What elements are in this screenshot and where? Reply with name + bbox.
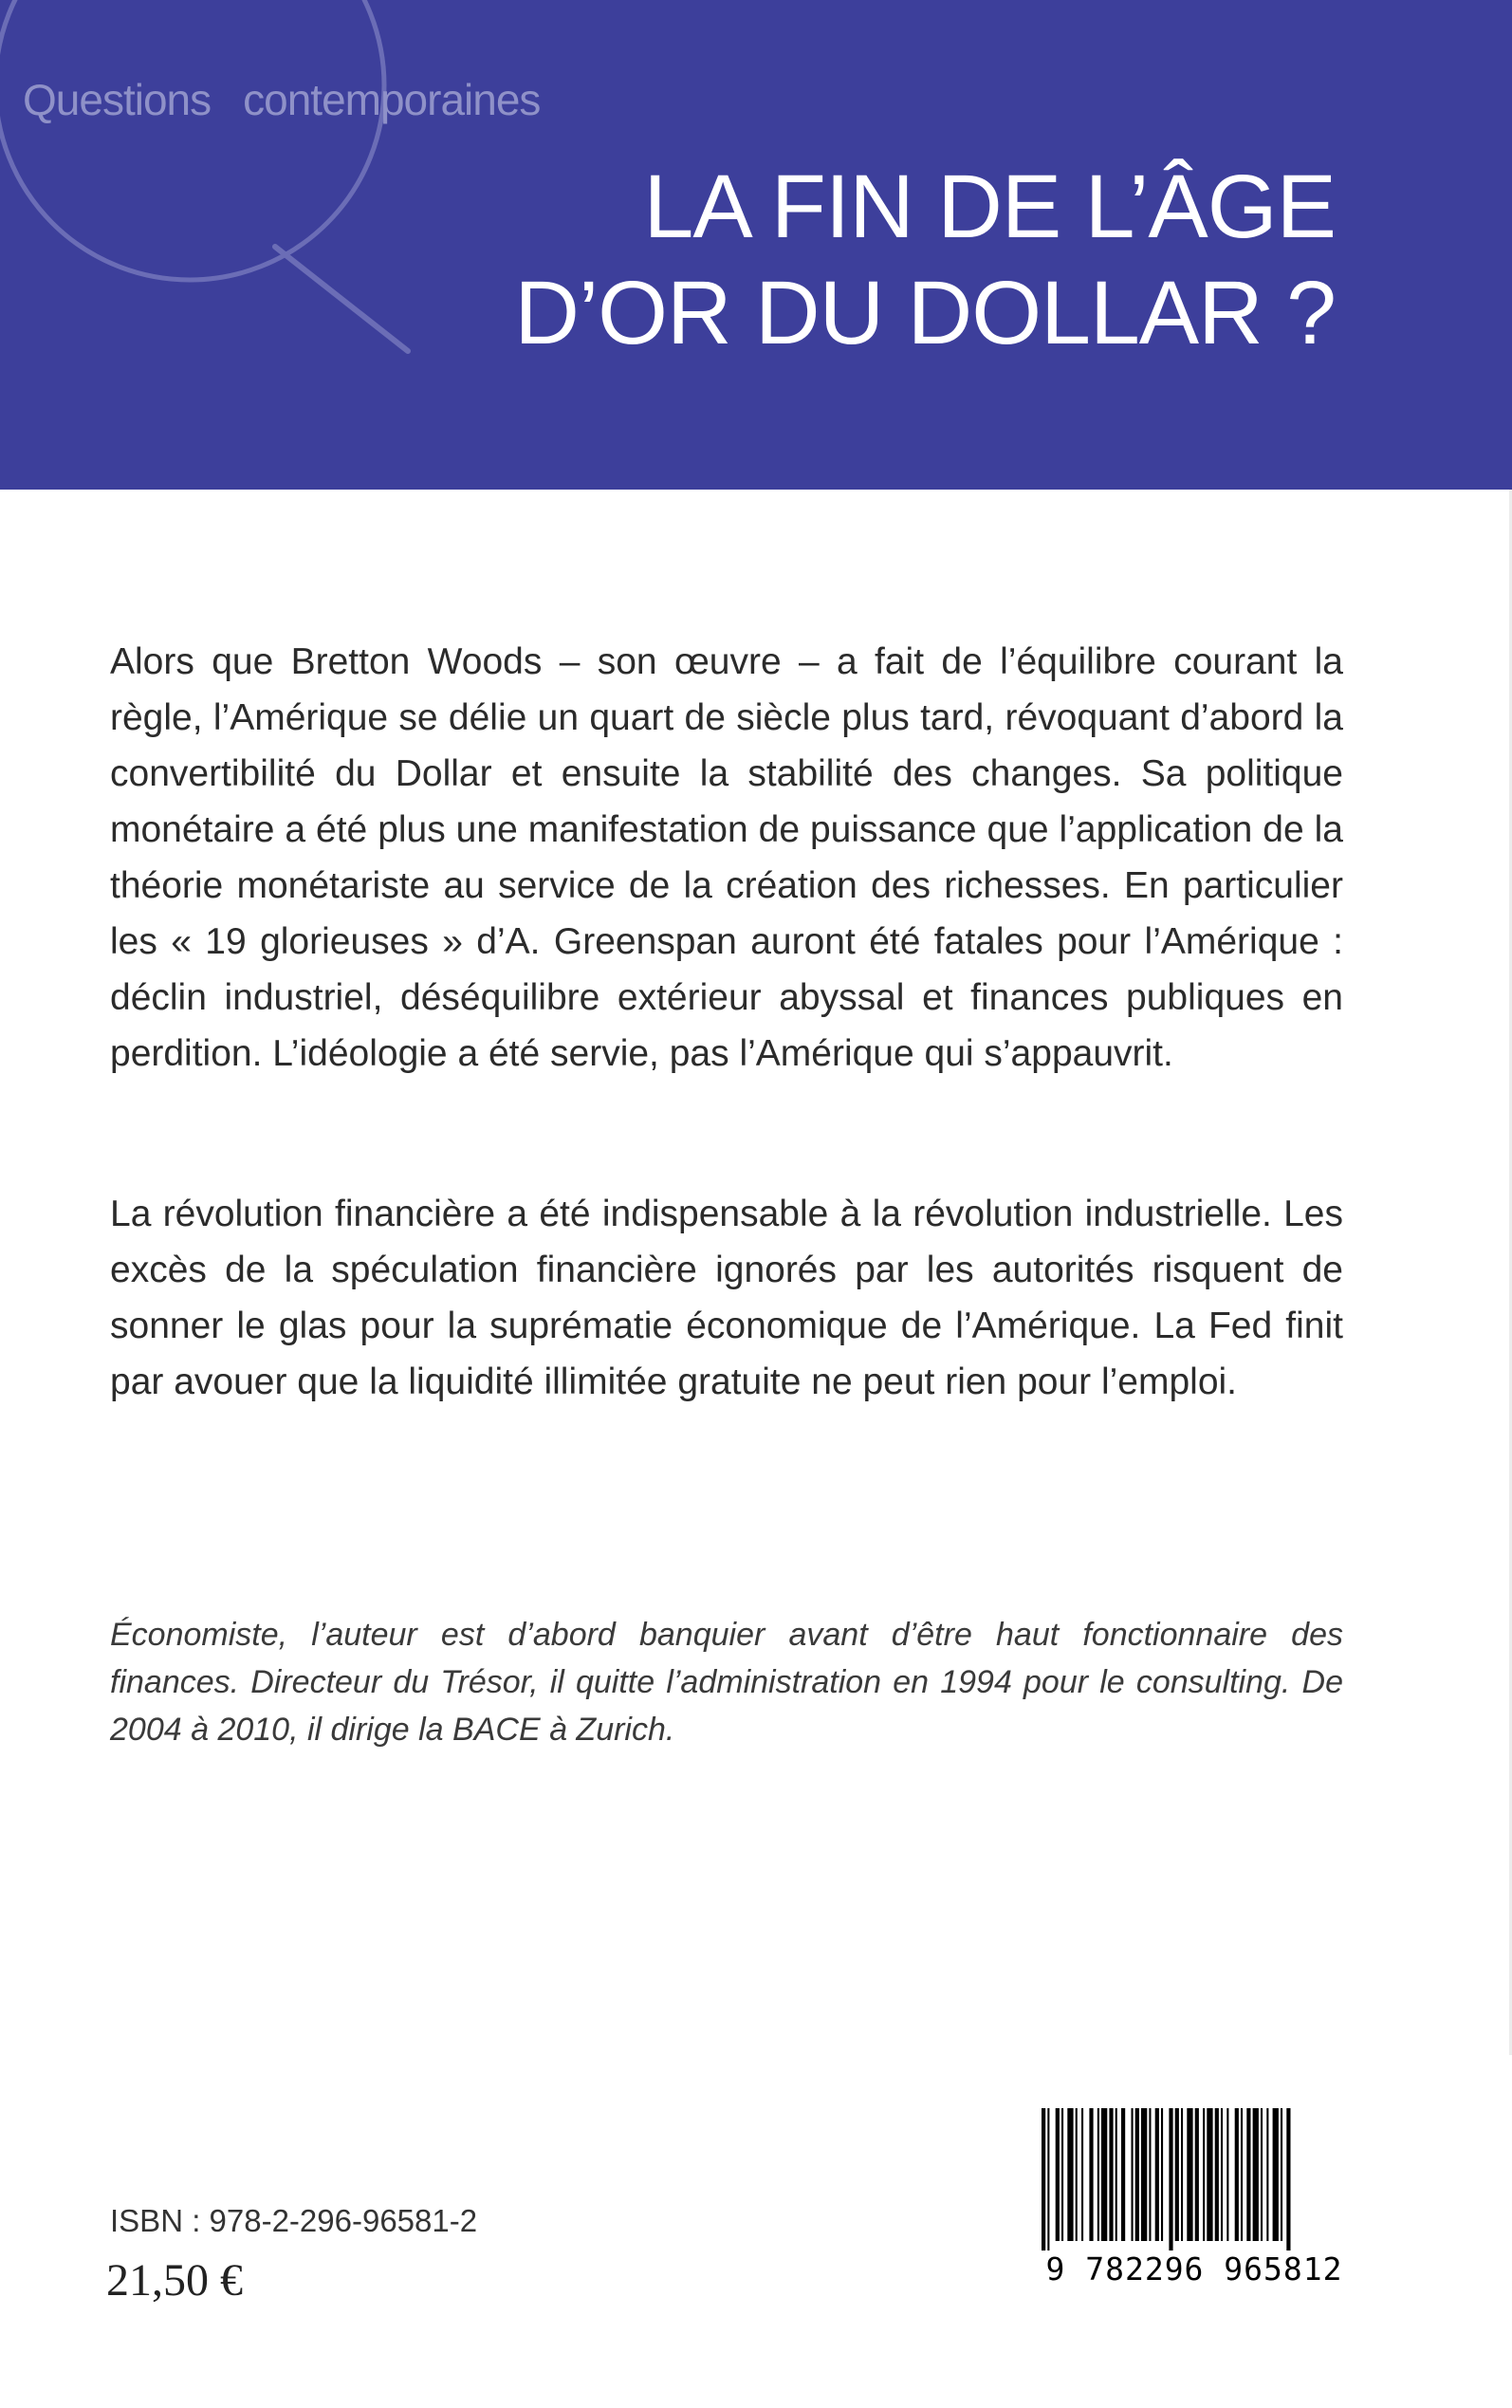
barcode-bar	[1047, 2108, 1049, 2251]
author-bio: Économiste, l’auteur est d’abord banquier avant d’être haut fonctionnaire des finances. Directeur du Trésor, il quitte l’administration en 1994 pour le consulting. De 2004 à 2010, il dirige la BACE à Zurich.	[110, 1617, 1343, 1748]
barcode-bar	[1155, 2108, 1159, 2241]
barcode-bar	[1246, 2108, 1250, 2241]
book-title-line-2: D’OR DU DOLLAR ?	[514, 263, 1336, 363]
barcode-bar	[1266, 2108, 1268, 2241]
barcode-bar	[1141, 2108, 1147, 2241]
barcode-bar	[1121, 2108, 1125, 2241]
barcode-bar	[1253, 2108, 1259, 2241]
barcode-bar	[1181, 2108, 1183, 2241]
barcode-bar	[1281, 2108, 1282, 2241]
barcode-bar	[1149, 2108, 1151, 2241]
barcode-bar	[1081, 2108, 1083, 2241]
barcode-bar	[1221, 2108, 1223, 2241]
barcode-bar	[1056, 2108, 1060, 2241]
barcode-bar	[1067, 2108, 1073, 2241]
series-name	[23, 74, 540, 125]
barcode-bar	[1116, 2108, 1117, 2241]
barcode-bar	[1286, 2108, 1290, 2251]
barcode-bar	[1076, 2108, 1078, 2241]
barcode-bar	[1187, 2108, 1192, 2241]
barcode-bar	[1175, 2108, 1179, 2241]
barcode-bar	[1042, 2108, 1045, 2251]
barcode-bar	[1101, 2108, 1107, 2241]
book-title	[417, 154, 1336, 366]
barcode-bar	[1207, 2108, 1212, 2241]
series-word-contemporaines: contemporaines	[243, 75, 541, 124]
barcode-bar	[1132, 2108, 1134, 2241]
barcode-bar	[1195, 2108, 1199, 2241]
barcode-bar	[1135, 2108, 1139, 2241]
barcode-bar	[1215, 2108, 1219, 2241]
book-title-line-1: LA FIN DE L’ÂGE	[643, 157, 1336, 257]
barcode-bar	[1226, 2108, 1228, 2241]
barcode-bar	[1241, 2108, 1243, 2241]
barcode-bar	[1273, 2108, 1279, 2241]
summary-paragraph-2: La révolution financière a été indispensable à la révolution industrielle. Les excès de la spéculation financière ignorés par les autorités risquent de sonner le glas pour la suprématie économique de l’Amérique. La Fed finit par avouer que la liquidité illimitée gratuite ne peut rien pour l’emploi.	[110, 1194, 1343, 1402]
barcode-bar	[1235, 2108, 1239, 2241]
cover-header-banner	[0, 0, 1512, 490]
series-word-questions: Questions	[23, 75, 212, 124]
barcode-bar	[1109, 2108, 1113, 2241]
barcode-bar	[1061, 2108, 1063, 2241]
barcode-bar	[1161, 2108, 1163, 2241]
barcode-digits: 9 782296 965812	[1045, 2251, 1343, 2288]
summary-paragraph-1: Alors que Bretton Woods – son œuvre – a fait de l’équilibre courant la règle, l’Amérique se délie un quart de siècle plus tard, révoquant d’abord la convertibilité du Dollar et ensuite la stabilité des changes. Sa politique monétaire a été plus une manifestation de puissance que l’application de la théorie monétariste au service de la création des richesses. En particulier les « 19 glorieuses » d’A. Greenspan auront été fatales pour l’Amérique : déclin industriel, déséquilibre extérieur abyssal et finances publiques en perdition. L’idéologie a été servie, pas l’Amérique qui s’appauvrit.	[110, 641, 1343, 1074]
isbn-number: ISBN : 978-2-296-96581-2	[110, 2203, 478, 2238]
barcode-bar	[1261, 2108, 1263, 2241]
barcode-bar	[1097, 2108, 1099, 2241]
barcode-bar	[1089, 2108, 1093, 2241]
book-price: 21,50 €	[106, 2255, 243, 2306]
barcode-bar	[1169, 2108, 1172, 2251]
barcode-bar	[1203, 2108, 1205, 2241]
